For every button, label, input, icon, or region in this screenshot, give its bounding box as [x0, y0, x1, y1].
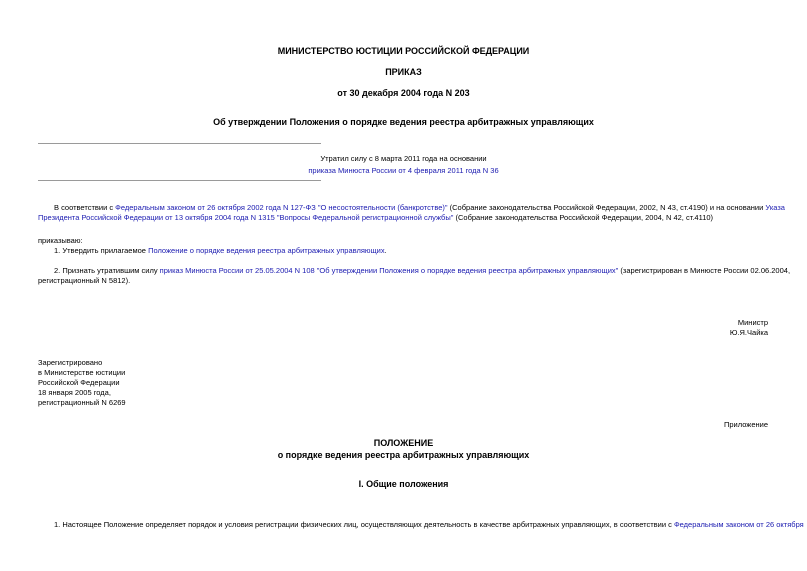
- appendix-text: 1. Настоящее Положение определяет порядок и условия регистрации физических лиц, осуществляющих деятельность в качестве арбитражных управляющих, в соответствии с: [54, 520, 674, 529]
- order-text: .: [384, 246, 387, 255]
- decree-link-part1[interactable]: Указа: [765, 203, 785, 212]
- section-heading: I. Общие положения: [358, 479, 449, 489]
- order-text: 1. Утвердить прилагаемое: [54, 246, 149, 255]
- status-line: Утратил силу с 8 марта 2011 года на основании: [320, 154, 487, 163]
- registration-line: регистрационный N 6269: [38, 398, 126, 407]
- order-item-2: [54, 265, 790, 276]
- preamble-line-2: [38, 212, 713, 223]
- decree-link-part2[interactable]: Президента Российской Федерации от 13 октября 2004 года N 1315 "Вопросы Федеральной регистрационной службы": [38, 213, 454, 222]
- regulation-link[interactable]: Положение о порядке ведения реестра арбитражных управляющих: [148, 246, 385, 255]
- repeal-order-link[interactable]: приказа Минюста России от 4 февраля 2011 года N 36: [308, 166, 499, 175]
- date-number-heading: от 30 декабря 2004 года N 203: [337, 88, 470, 98]
- order-item-2-cont: регистрационный N 5812).: [38, 276, 131, 285]
- registration-line: Зарегистрировано: [38, 358, 103, 367]
- document-title: Об утверждении Положения о порядке ведения реестра арбитражных управляющих: [213, 117, 594, 127]
- ministry-heading: МИНИСТЕРСТВО ЮСТИЦИИ РОССИЙСКОЙ ФЕДЕРАЦИИ: [277, 46, 530, 56]
- preamble-text: (Собрание законодательства Российской Федерации, 2004, N 42, ст.4110): [453, 213, 714, 222]
- registration-line: 18 января 2005 года,: [38, 388, 111, 397]
- old-order-link[interactable]: приказ Минюста России от 25.05.2004 N 108 "Об утверждении Положения о порядке ведения реестра арбитражных управляющих": [159, 266, 619, 275]
- appendix-item-1: [54, 519, 804, 530]
- order-text: (зарегистрирован в Минюсте России 02.06.2004,: [618, 266, 791, 275]
- doc-type-heading: ПРИКАЗ: [385, 67, 422, 77]
- top-divider: [38, 143, 321, 144]
- appendix-label: Приложение: [724, 420, 768, 429]
- federal-law-link[interactable]: Федеральным законом от 26 октября: [673, 520, 804, 529]
- registration-line: в Министерстве юстиции: [38, 368, 126, 377]
- order-text: 2. Признать утратившим силу: [54, 266, 160, 275]
- preamble-text: В соответствии с: [54, 203, 116, 212]
- status-link-row: [0, 165, 807, 176]
- registration-line: Российской Федерации: [38, 378, 120, 387]
- preamble-text: (Собрание законодательства Российской Федерации, 2002, N 43, ст.4190) и на основании: [447, 203, 766, 212]
- order-intro: приказываю:: [38, 236, 83, 245]
- bottom-divider: [38, 180, 321, 181]
- appendix-subtitle: о порядке ведения реестра арбитражных управляющих: [277, 450, 530, 460]
- order-item-1: [54, 245, 387, 256]
- appendix-title: ПОЛОЖЕНИЕ: [373, 438, 434, 448]
- signature-name: Ю.Я.Чайка: [729, 328, 768, 337]
- bankruptcy-law-link[interactable]: Федеральным законом от 26 октября 2002 года N 127-ФЗ "О несостоятельности (банкротстве)": [115, 203, 448, 212]
- signature-position: Министр: [737, 318, 768, 327]
